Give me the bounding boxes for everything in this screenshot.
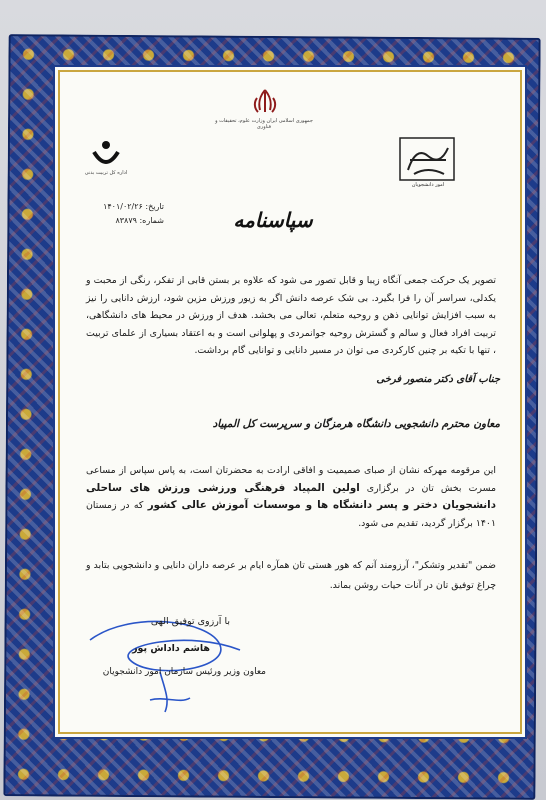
letter-number: شماره: ۸۳۸۷۹ [115, 216, 164, 225]
left-logo-caption: اداره کل تربیت بدنی [84, 170, 128, 176]
recipient-name: جناب آقای دکتر منصور فرخی [376, 374, 500, 385]
iran-emblem-icon [240, 88, 290, 116]
closing-paragraph: ضمن "تقدیر وتشکر"، آرزومند آنم که هور هستی تان همآره ایام بر عرصه داران دانایی و دانشجویی بتابد و چراغ توفیق تان در آنات حیات روشن بماند. [86, 560, 496, 591]
recipient-title: معاون محترم دانشجویی دانشگاه هرمزگان و سرپرست کل المپیاد [212, 418, 500, 430]
appreciation-paragraph [86, 462, 496, 532]
event-name: اولین المپیاد فرهنگی ورزشی ورزش های ساحلی دانشجویان دختر و پسر دانشگاه ها و موسسات آموزش عالی کشور [86, 481, 496, 511]
appreciation-text-2: که در زمستان ۱۴۰۱ برگزار گردید، تقدیم می شود. [86, 500, 496, 529]
letter-date: تاریخ: ۱۴۰۱/۰۲/۲۶ [103, 202, 164, 211]
intro-paragraph: تصویر یک حرکت جمعی آنگاه زیبا و قابل تصور می شود که علاوه بر بستن قابی از تفکر، رنگی از محبت و یکدلی، سراسر آن را فرا بگیرد. بی شک عرصه دانش اگر به زیور ورزش مزین شود، ارزش دانایی را نیز به سبب افزایش توانایی ذهن و روحیه متعلم، تعالی می بخشد. هدف از ورزش در محیط های دانشگاهی، تربیت افراد فعال و سالم و گسترش روحیه جوانمردی و پهلوانی است و به اعتقاد بسیاری از علمای تربیت ، تنها با تکیه بر چنین کارکردی می توان در مسیر دانایی و توانایی گام برداشت. [86, 275, 496, 356]
right-logo-caption: امور دانشجویان [411, 182, 445, 188]
signature-wish: با آرزوی توفیق الهی [150, 616, 230, 627]
page-title: سپاسنامه [233, 208, 313, 232]
appreciation-text-1: این مرقومه مهرکه نشان از صبای صمیمیت و افاقی ارادت به محضرتان است، به پاس سپاس از مساعی مسرت بخش تان در برگزاری [86, 465, 496, 494]
signer-position: معاون وزیر ورئیس سازمان امور دانشجویان [102, 667, 266, 677]
letter-meta [80, 200, 164, 228]
physical-education-logo-icon [88, 138, 124, 168]
student-affairs-logo-icon [398, 136, 456, 182]
signer-name: هاشم داداش پور [132, 643, 210, 654]
emblem-caption: جمهوری اسلامی ایران وزارت علوم، تحقیقات و فناوری [215, 118, 313, 130]
